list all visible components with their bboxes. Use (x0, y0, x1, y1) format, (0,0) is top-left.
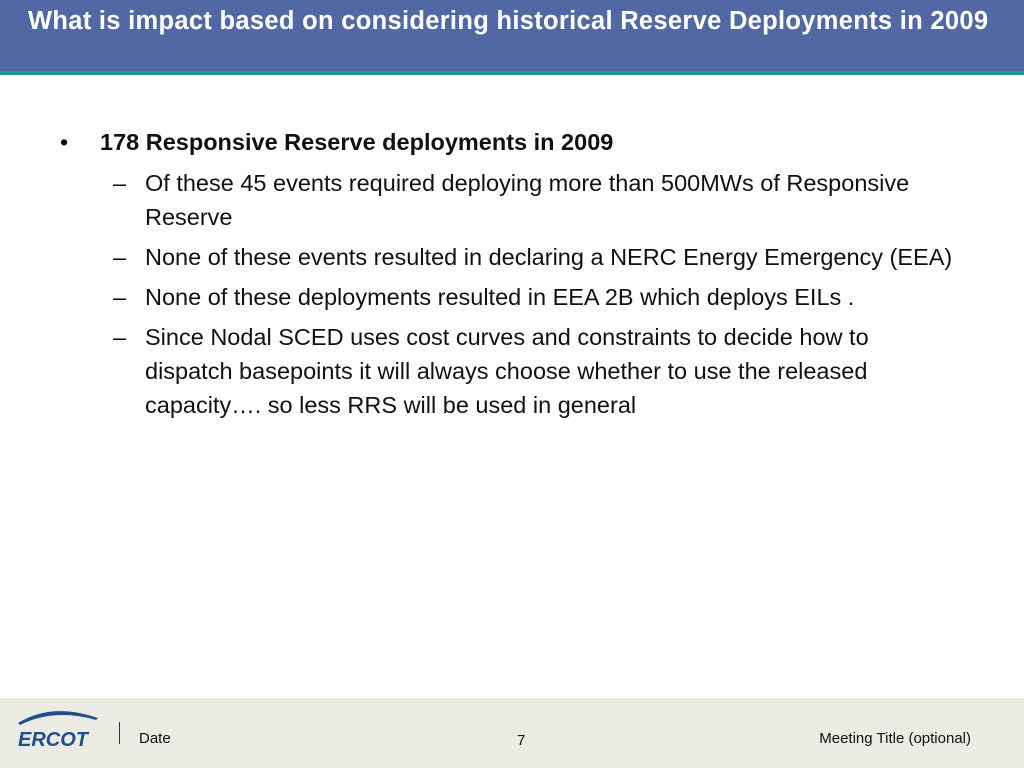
sub-bullet-marker: – (113, 324, 127, 350)
meeting-title: Meeting Title (optional) (819, 730, 971, 747)
sub-bullet-1 (113, 166, 955, 234)
title-bar (0, 0, 1024, 75)
sub-bullet-2 (113, 240, 955, 274)
bullet-main-text: 178 Responsive Reserve deployments in 2009 (100, 129, 614, 155)
footer-date: Date (139, 730, 171, 747)
sub-bullet-marker: – (113, 284, 127, 310)
footer-divider (119, 722, 120, 744)
sub-bullet-text: Of these 45 events required deploying more than 500MWs of Responsive Reserve (145, 170, 910, 230)
logo-text: ERCOT (18, 729, 88, 750)
sub-bullet-marker: – (113, 244, 127, 270)
bullet-main (60, 124, 960, 160)
slide-title: What is impact based on considering historical Reserve Deployments in 2009 (28, 7, 989, 35)
sub-bullet-text: Since Nodal SCED uses cost curves and constraints to decide how to dispatch basepoints it will always choose whether to use the released capacity…. so less RRS will be used in general (145, 324, 869, 418)
sub-bullet-text: None of these events resulted in declaring a NERC Energy Emergency (EEA) (145, 244, 953, 270)
sub-bullet-3 (113, 280, 955, 314)
slide-footer (0, 698, 1024, 768)
page-number: 7 (517, 732, 526, 749)
sub-bullet-4 (113, 320, 955, 422)
sub-bullet-marker: – (113, 170, 127, 196)
ercot-logo-icon (12, 706, 102, 750)
slide-content (0, 124, 1024, 422)
bullet-marker: • (60, 129, 69, 155)
sub-bullet-text: None of these deployments resulted in EEA 2B which deploys EILs . (145, 284, 855, 310)
sub-bullet-list (0, 166, 1024, 422)
